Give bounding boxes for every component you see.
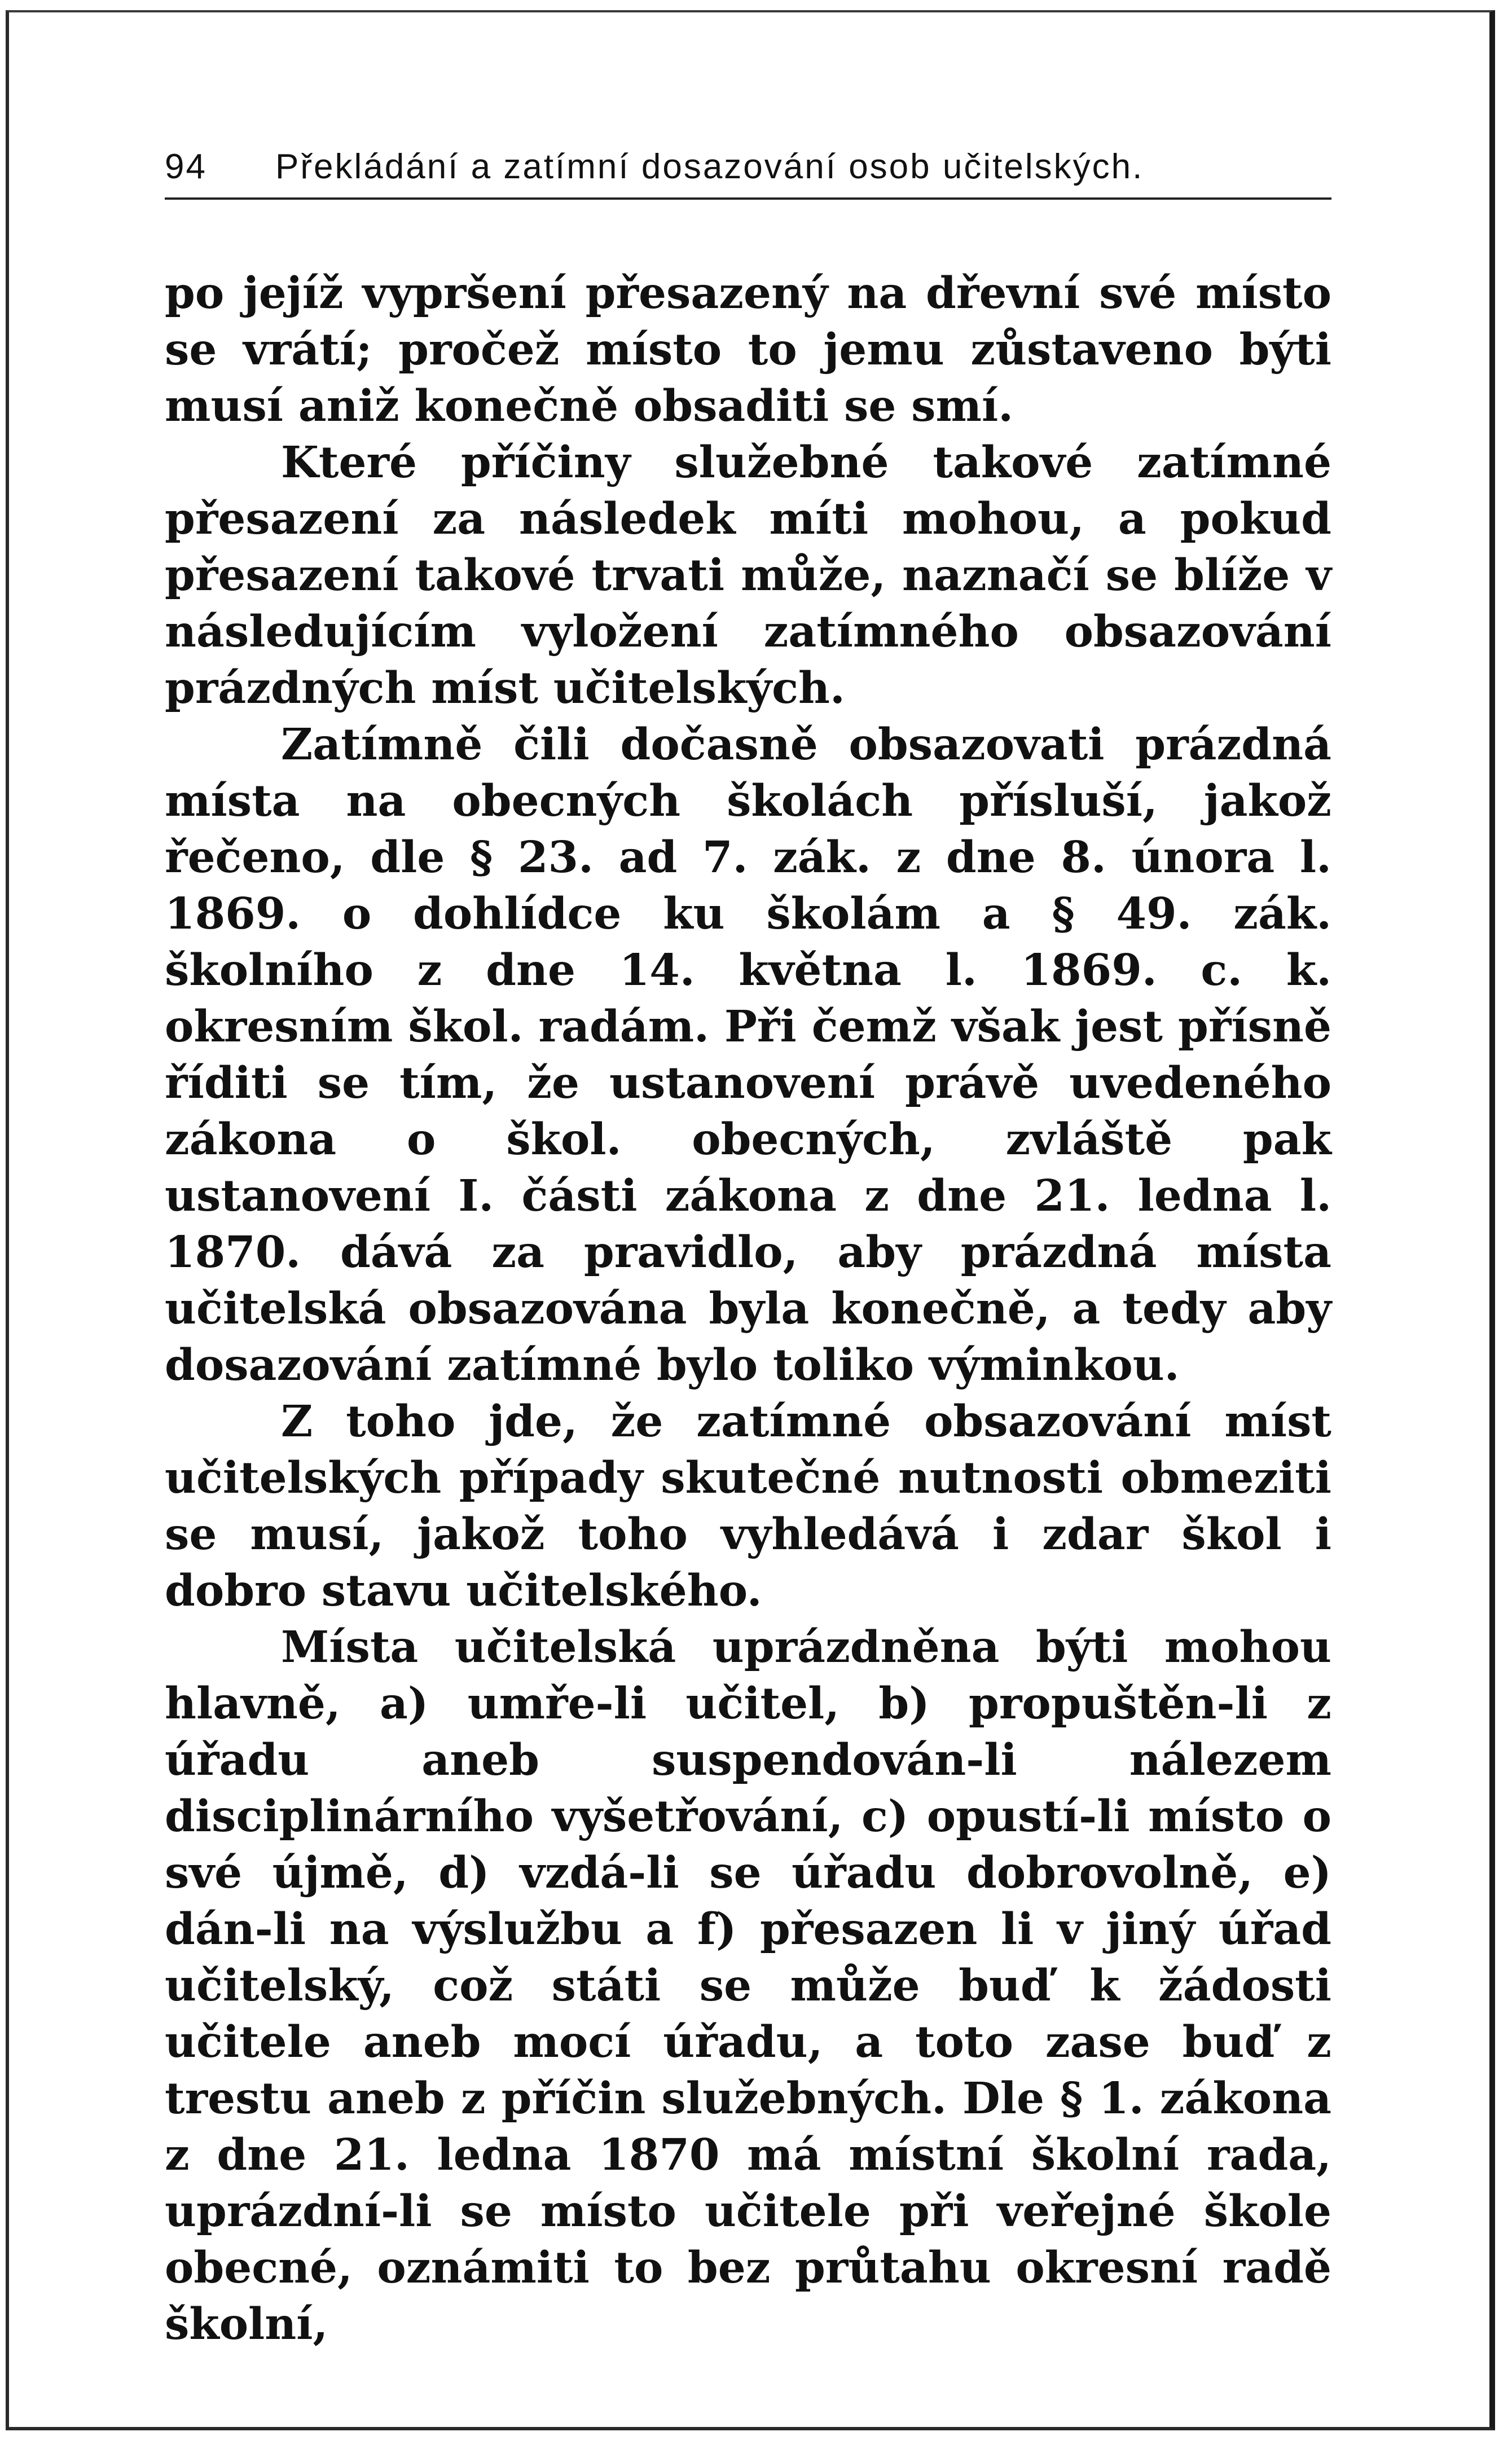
page-header [165, 141, 1331, 193]
body-text [165, 265, 1331, 2352]
page-number: 94 [165, 147, 207, 186]
paragraph: Místa učitelská uprázdněna býti mohou hlavně, a) umře-li učitel, b) propuštěn-li z úřadu aneb suspendován-li nálezem disciplinárního vyšetřování, c) opustí-li místo o své újmě, d) vzdá-li se úřadu dobrovolně, e) dán-li na výslužbu a f) přesazen li v jiný úřad učitelský, což státi se může buď k žádosti učitele aneb mocí úřadu, a toto zase buď z trestu aneb z příčin služebných. Dle § 1. zákona z dne 21. ledna 1870 má místní školní rada, uprázdní-li se místo učitele při veřejné škole obecné, oznámiti to bez průtahu okresní radě školní, [165, 1622, 1331, 2350]
paragraph: Které příčiny služebné takové zatímné přesazení za následek míti mohou, a pokud přesazení takové trvati může, naznačí se blíže v následujícím vyložení zatímného obsazování prázdných míst učitelských. [165, 437, 1331, 714]
running-title: Překládání a zatímní dosazování osob učitelských. [275, 147, 1144, 186]
paragraph-continuation: po jejíž vypršení přesazený na dřevní své místo se vrátí; pročež místo to jemu zůstaveno býti musí aniž konečně obsaditi se smí. [165, 268, 1331, 432]
paragraph: Zatímně čili dočasně obsazovati prázdná místa na obecných školách přísluší, jakož řečeno, dle § 23. ad 7. zák. z dne 8. února l. 1869. o dohlídce ku školám a § 49. zák. školního z dne 14. května l. 1869. c. k. okresním škol. radám. Při čemž však jest přísně říditi se tím, že ustanovení právě uvedeného zákona o škol. obecných, zvláště pak ustanovení I. části zákona z dne 21. ledna l. 1870. dává za pravidlo, aby prázdná místa učitelská obsazována byla konečně, a tedy aby dosazování zatímné bylo toliko výminkou. [165, 719, 1331, 1391]
book-page [165, 141, 1331, 2350]
paragraph: Z toho jde, že zatímné obsazování míst učitelských případy skutečné nutnosti obmeziti se musí, jakož toho vyhledává i zdar škol i dobro stavu učitelského. [165, 1396, 1331, 1616]
header-rule [165, 197, 1331, 200]
